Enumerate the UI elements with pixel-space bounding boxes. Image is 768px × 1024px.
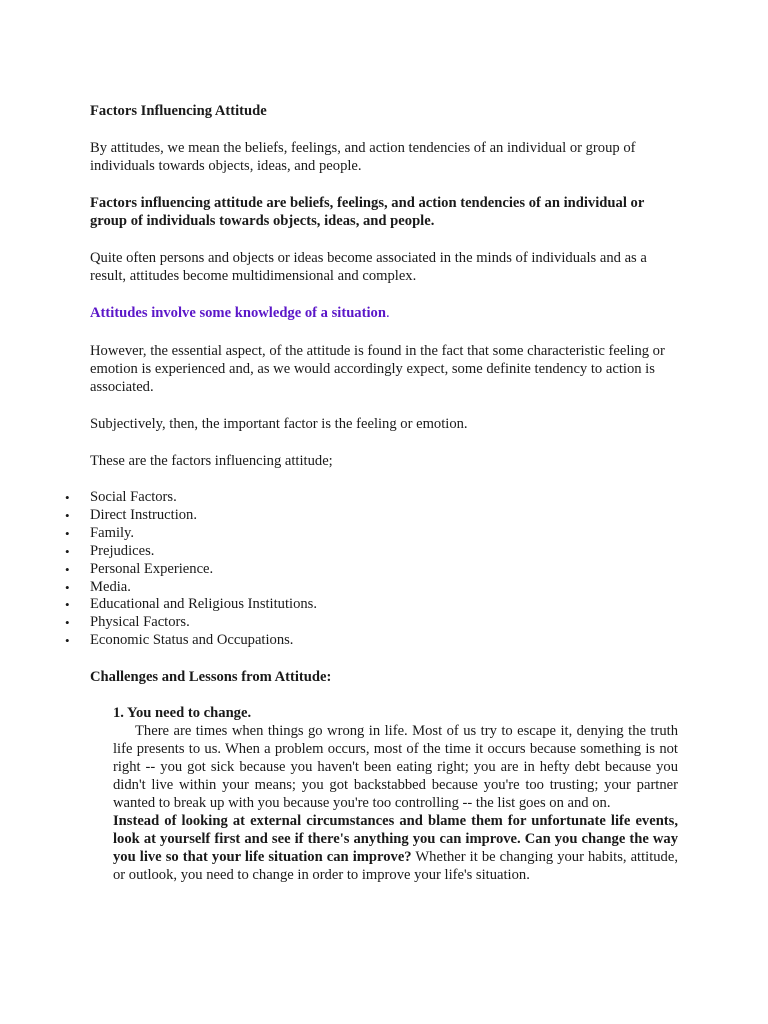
document-page xyxy=(65,102,678,884)
bullet-icon: • xyxy=(65,579,70,595)
bullet-icon: • xyxy=(65,633,70,649)
knowledge-highlight xyxy=(90,304,678,322)
knowledge-highlight-text: Attitudes involve some knowledge of a situation xyxy=(90,305,386,321)
list-item xyxy=(65,596,678,614)
intro-paragraph: By attitudes, we mean the beliefs, feelings, and action tendencies of an individual or group of individuals towards objects, ideas, and people. xyxy=(90,140,636,174)
bullet-icon: • xyxy=(65,490,70,505)
list-item xyxy=(65,578,678,597)
list-item-text: Personal Experience. xyxy=(90,560,214,577)
knowledge-highlight-period: . xyxy=(385,305,390,321)
lesson-body: There are times when things go wrong in life. Most of us try to escape it, denying the truth life presents to us. When a problem occurs, most of the time it occurs because something is not right -- you got sick because you haven't been eating right; you are in hefty debt because you didn't live within your means; you got backstabbed because you're too trusting; your partner wanted to break up with you because you're too controlling -- the list goes on and on. xyxy=(113,723,678,812)
lesson-block xyxy=(113,704,678,884)
document-title: Factors Influencing Attitude xyxy=(90,103,267,119)
bullet-icon: • xyxy=(65,615,70,631)
list-item xyxy=(65,632,678,650)
list-item-text: Educational and Religious Institutions. xyxy=(90,596,317,613)
lesson-emphasis-text: Instead of looking at external circumstances and blame them for unfortunate life events, look at yourself first and see if there's anything you can improve. Can you change the way you live so that your life situation can improve? xyxy=(113,813,678,866)
subjective-paragraph: Subjectively, then, the important factor is the feeling or emotion. xyxy=(90,416,468,432)
bullet-icon: • xyxy=(65,507,70,523)
list-item xyxy=(65,560,678,579)
list-item-text: Prejudices. xyxy=(90,542,155,559)
factors-intro-paragraph: These are the factors influencing attitude; xyxy=(90,453,333,469)
list-item-text: Family. xyxy=(90,524,135,541)
lesson-emphasis-paragraph xyxy=(113,812,678,884)
factors-list xyxy=(65,489,678,650)
list-item-text: Media. xyxy=(90,578,131,595)
bullet-icon: • xyxy=(65,543,70,559)
list-item xyxy=(65,542,678,561)
list-item-text: Economic Status and Occupations. xyxy=(90,632,294,649)
list-item xyxy=(65,614,678,632)
lesson-tail-text: Whether it be changing your habits, attitude, or outlook, you need to change in order to improve your life's situation. xyxy=(113,849,678,884)
list-item xyxy=(65,524,678,543)
bold-definition-paragraph: Factors influencing attitude are beliefs, feelings, and action tendencies of an individual or group of individuals towards objects, ideas, and people. xyxy=(90,195,645,229)
list-item xyxy=(65,489,678,507)
list-item-text: Direct Instruction. xyxy=(90,506,197,523)
list-item xyxy=(65,506,678,525)
essential-aspect-paragraph: However, the essential aspect, of the attitude is found in the fact that some characteristic feeling or emotion is experienced and, as we would accordingly expect, some definite tendency to action is associated. xyxy=(90,343,665,395)
section-heading: Challenges and Lessons from Attitude: xyxy=(90,669,332,686)
lesson-title: 1. You need to change. xyxy=(113,705,252,722)
list-item-text: Social Factors. xyxy=(90,489,177,505)
list-item-text: Physical Factors. xyxy=(90,614,190,631)
association-paragraph: Quite often persons and objects or ideas become associated in the minds of individuals and as a result, attitudes become multidimensional and complex. xyxy=(90,250,647,284)
bullet-icon: • xyxy=(65,525,70,541)
bullet-icon: • xyxy=(65,561,70,577)
bullet-icon: • xyxy=(65,597,70,613)
